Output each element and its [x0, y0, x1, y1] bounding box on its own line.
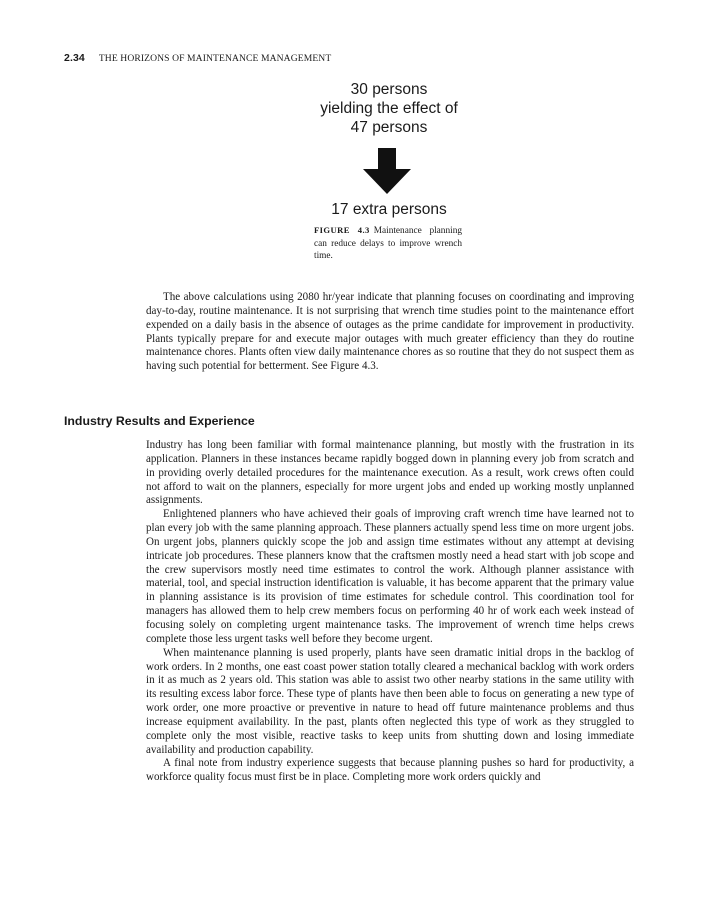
intro-text-block	[146, 291, 634, 374]
page-number: 2.34	[64, 52, 85, 64]
section-text-block	[146, 439, 634, 785]
figure-line: 17 extra persons	[331, 201, 447, 218]
paragraph: A final note from industry experience suggests that because planning pushes so hard for productivity, a workforce quality focus must first be in place. Completing more work orders quickly and	[146, 757, 634, 784]
figure-line: yielding the effect of	[320, 100, 458, 117]
paragraph: Enlightened planners who have achieved their goals of improving craft wrench time have learned not to plan every job with the same planning approach. These planners actually spend less time on more urgent jobs. On urgent jobs, planners quickly scope the job and assign time estimates without any attempt at devising intricate job procedures. These planners know that the craftsmen mostly need a head start with job scope and the crew supervisors mostly need time estimates to control the work. Although planner assistance with material, tool, and special instruction identification is valuable, it has become apparent that the primary value in planning assistance is its provision of time estimates for schedule control. This coordination tool for managers has allowed them to help crew members focus on performing 40 hr of work each week instead of focusing solely on completing urgent maintenance tasks. The improvement of wrench time helps crews complete those less urgent tasks well before they become urgent.	[146, 508, 634, 645]
figure-bottom-text	[314, 200, 464, 219]
paragraph: Industry has long been familiar with formal maintenance planning, but mostly with the frustration in its application. Planners in these instances became rapidly bogged down in planning every job from scratch and in providing overly detailed procedures for the maintenance execution. As a result, work crews often could not afford to wait on the planners, especially for more urgent jobs and ended up working mostly unplanned assignments.	[146, 439, 634, 507]
paragraph: When maintenance planning is used properly, plants have seen dramatic initial drops in the backlog of work orders. In 2 months, one east coast power station totally cleared a mechanical backlog with work orders in it as much as 2 years old. This station was able to assist two other nearby stations in the same utility with its resulting excess labor force. These type of plants have then been able to focus on generating a new type of work order, one more proactive or preventive in nature to head off future maintenance problems and thus increase equipment availability. In the past, plants often neglected this type of work as they struggled to complete only the most visible, reactive tasks to keep units from shutting down and losing immediate availability and production capability.	[146, 646, 634, 756]
figure-top-text	[314, 80, 464, 137]
paragraph: The above calculations using 2080 hr/year indicate that planning focuses on coordinating and improving day-to-day, routine maintenance. It is not surprising that wrench time studies point to the maintenance effort expended on a daily basis in the absence of outages as the prime candidate for improvement in productivity. Plants typically prepare for and execute major outages with much greater efficiency than they do routine maintenance chores. Plants often view daily maintenance chores as so routine that they do not suspect them as having such potential for betterment. See Figure 4.3.	[146, 291, 634, 373]
figure-line: 47 persons	[350, 119, 428, 136]
figure-line: 30 persons	[350, 81, 428, 98]
caption-text: Maintenance planning can reduce delays to improve wrench time.	[314, 226, 462, 261]
section-heading: Industry Results and Experience	[64, 414, 255, 428]
caption-label: FIGURE 4.3	[314, 225, 370, 235]
down-arrow-icon	[363, 148, 411, 194]
figure-caption	[314, 224, 462, 263]
running-title: THE HORIZONS OF MAINTENANCE MANAGEMENT	[98, 53, 332, 64]
running-header	[64, 52, 331, 64]
